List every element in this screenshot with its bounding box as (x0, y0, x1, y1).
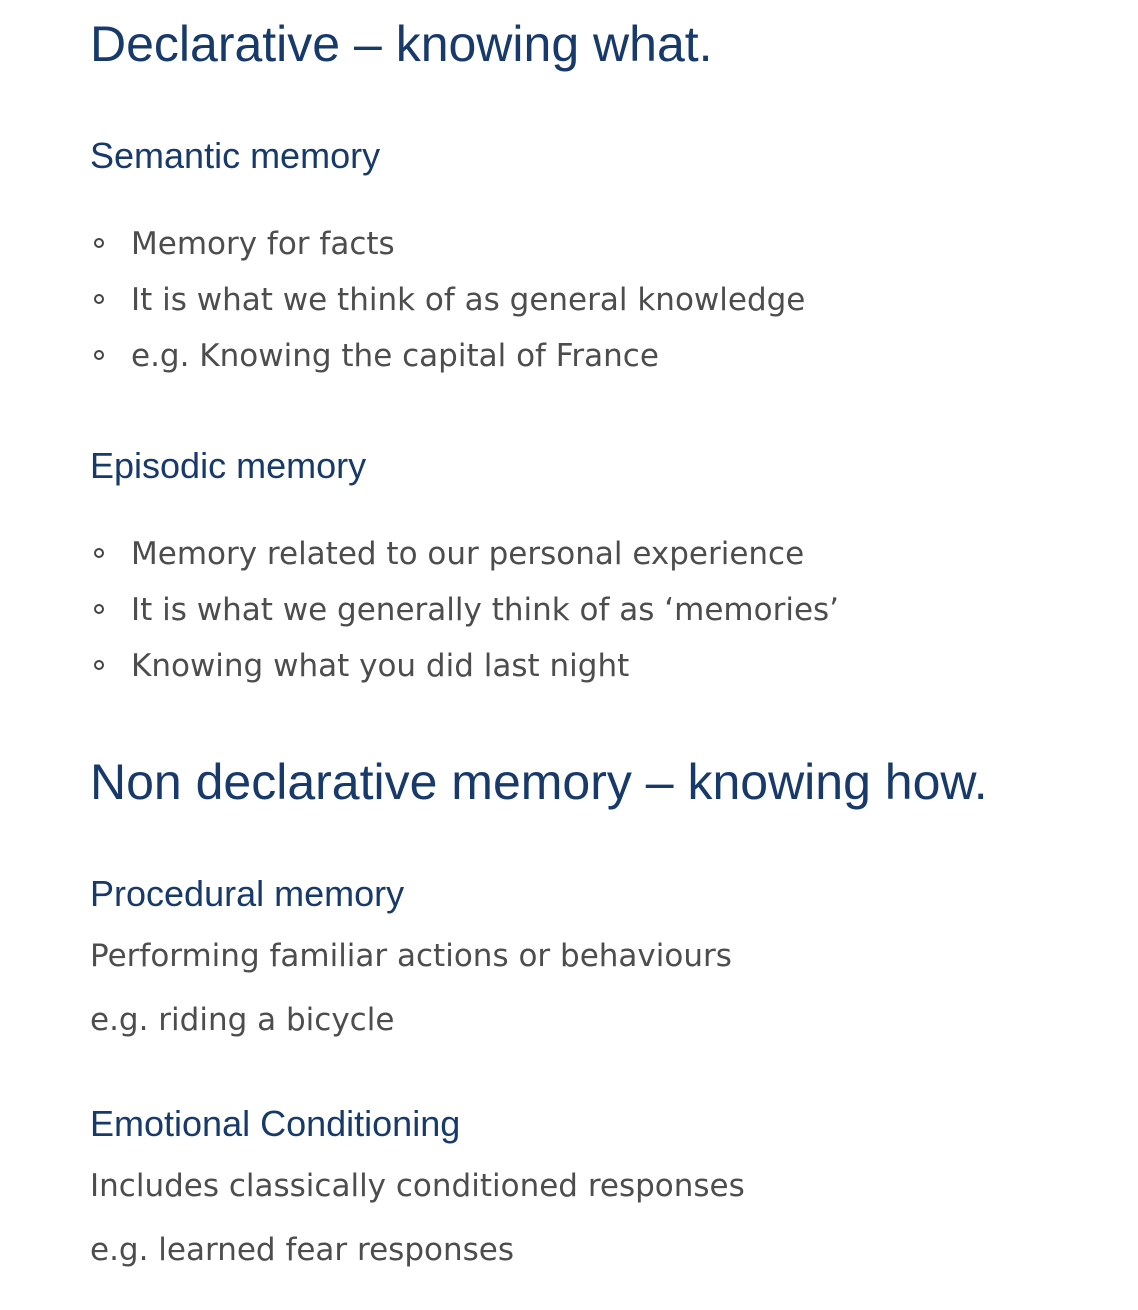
episodic-memory-heading: Episodic memory (90, 445, 367, 486)
list-item-text: Memory for facts (131, 226, 395, 262)
circle-bullet-icon (94, 350, 104, 360)
circle-bullet-icon (94, 238, 104, 248)
procedural-memory-heading: Procedural memory (90, 873, 405, 914)
list-item (90, 526, 839, 582)
emotional-conditioning-heading: Emotional Conditioning (90, 1103, 461, 1144)
semantic-memory-list (90, 216, 805, 384)
circle-bullet-icon (94, 548, 104, 558)
semantic-memory-heading: Semantic memory (90, 135, 381, 176)
list-item (90, 216, 805, 272)
procedural-example: e.g. riding a bicycle (90, 1002, 395, 1038)
circle-bullet-icon (94, 660, 104, 670)
list-item (90, 582, 839, 638)
list-item-text: e.g. Knowing the capital of France (131, 338, 659, 374)
list-item-text: Memory related to our personal experience (131, 536, 805, 572)
list-item (90, 272, 805, 328)
emotional-example: e.g. learned fear responses (90, 1232, 514, 1268)
list-item-text: It is what we think of as general knowledge (131, 282, 806, 318)
non-declarative-title: Non declarative memory – knowing how. (90, 754, 988, 810)
list-item (90, 328, 805, 384)
procedural-description: Performing familiar actions or behaviours (90, 938, 732, 974)
list-item-text: Knowing what you did last night (131, 648, 630, 684)
emotional-description: Includes classically conditioned responses (90, 1168, 745, 1204)
circle-bullet-icon (94, 604, 104, 614)
circle-bullet-icon (94, 294, 104, 304)
list-item-text: It is what we generally think of as ‘memories’ (131, 592, 840, 628)
list-item (90, 638, 839, 694)
episodic-memory-list (90, 526, 839, 694)
declarative-title: Declarative – knowing what. (90, 16, 713, 72)
